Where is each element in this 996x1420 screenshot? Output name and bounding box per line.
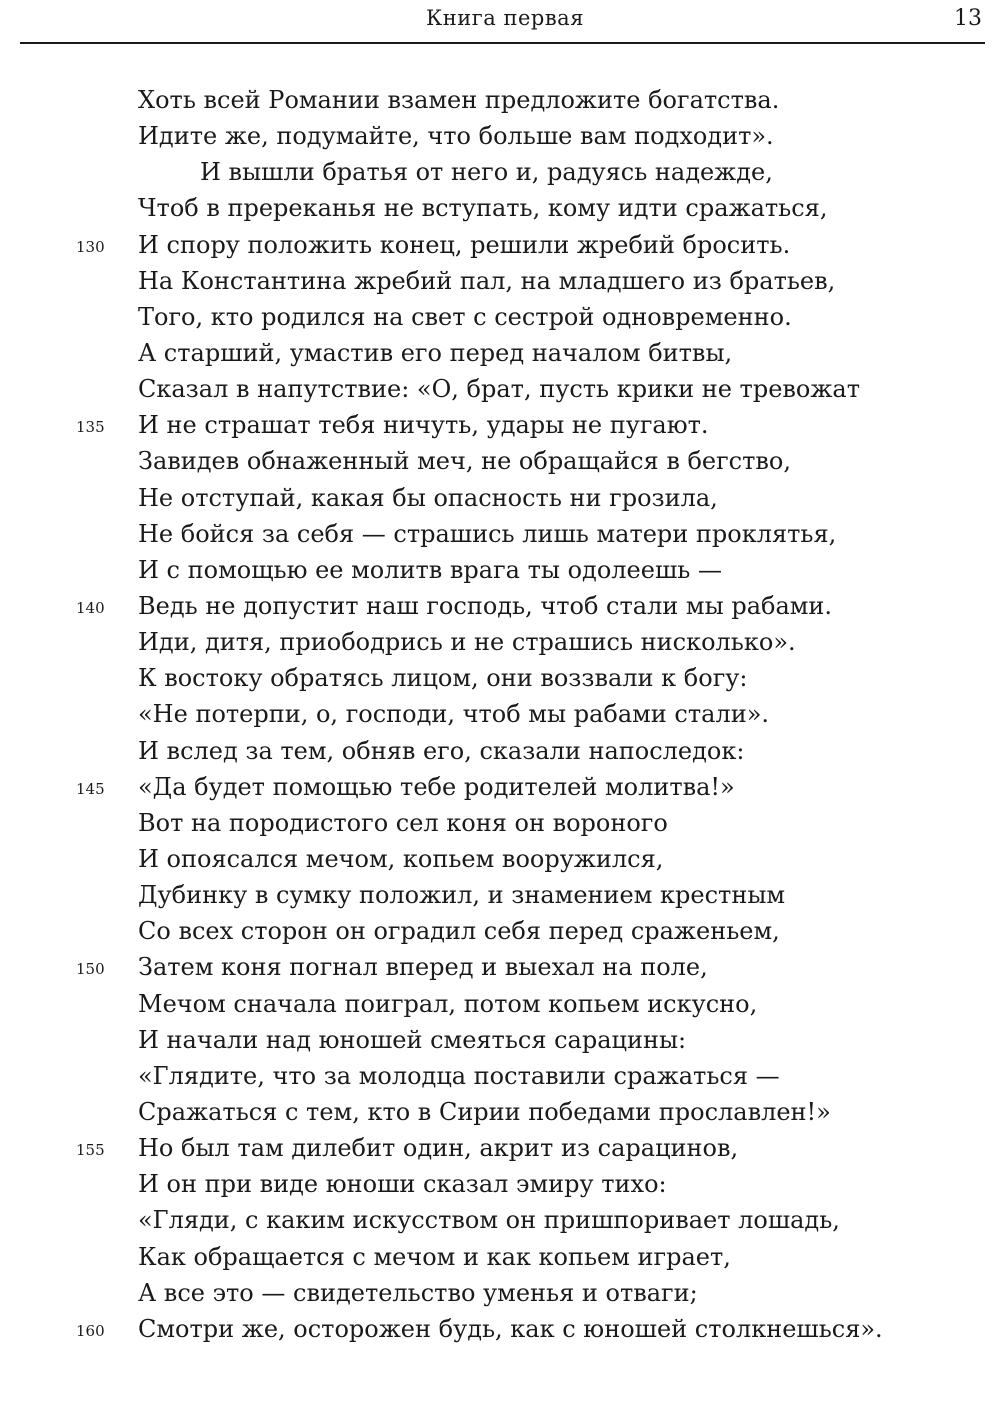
verse-text: На Константина жребий пал, на младшего из братьев, xyxy=(138,266,836,295)
verse-line xyxy=(0,986,996,1022)
verse-text: Как обращается с мечом и как копьем играет, xyxy=(138,1242,731,1271)
verse-text: И спору положить конец, решили жребий бросить. xyxy=(138,230,791,259)
verse-text: Ведь не допустит наш господь, чтоб стали мы рабами. xyxy=(138,591,833,620)
line-number: 155 xyxy=(76,1141,105,1160)
verse-text: Дубинку в сумку положил, и знамением крестным xyxy=(138,881,786,910)
verse-line xyxy=(0,1239,996,1275)
verse-text: Сказал в напутствие: «О, брат, пусть крики не тревожат xyxy=(138,375,861,404)
verse-text: А старший, умастив его перед началом битвы, xyxy=(138,338,733,367)
verse-text: «Гляди, с каким искусством он пришпоривает лошадь, xyxy=(138,1206,840,1235)
verse-text: Со всех сторон он оградил себя перед сраженьем, xyxy=(138,917,780,946)
line-number: 130 xyxy=(76,237,105,256)
verse-line xyxy=(0,407,996,443)
verse-line xyxy=(0,552,996,588)
verse-text: И опоясался мечом, копьем вооружился, xyxy=(138,844,664,873)
running-header xyxy=(20,0,990,42)
verse-text: К востоку обратясь лицом, они воззвали к богу: xyxy=(138,664,748,693)
verse-text: «Не потерпи, о, господи, чтоб мы рабами стали». xyxy=(138,700,770,729)
verse-text: Завидев обнаженный меч, не обращайся в бегство, xyxy=(138,447,791,476)
verse-text: И не страшат тебя ничуть, удары не пугают. xyxy=(138,411,709,440)
verse-line xyxy=(0,733,996,769)
verse-line xyxy=(0,1130,996,1166)
verse-line xyxy=(0,1202,996,1238)
verse-line xyxy=(0,696,996,732)
verse-text: Затем коня погнал вперед и выехал на поле, xyxy=(138,953,708,982)
poem-body xyxy=(0,82,996,1347)
verse-text: «Да будет помощью тебе родителей молитва!» xyxy=(138,772,735,801)
verse-text: И он при виде юноши сказал эмиру тихо: xyxy=(138,1170,667,1199)
verse-line xyxy=(0,335,996,371)
verse-text: И с помощью ее молитв врага ты одолеешь — xyxy=(138,555,722,584)
verse-line xyxy=(0,1022,996,1058)
verse-text: Сражаться с тем, кто в Сирии победами прославлен!» xyxy=(138,1097,831,1126)
verse-line xyxy=(0,949,996,985)
chapter-title: Книга первая xyxy=(426,6,584,30)
verse-line xyxy=(0,190,996,226)
verse-line xyxy=(0,1094,996,1130)
line-number: 145 xyxy=(76,779,105,798)
verse-line xyxy=(0,769,996,805)
page-number: 13 xyxy=(954,6,982,31)
verse-line xyxy=(0,913,996,949)
verse-line xyxy=(0,588,996,624)
verse-text: Но был там дилебит один, акрит из сарацинов, xyxy=(138,1134,739,1163)
verse-line xyxy=(0,1166,996,1202)
line-number: 140 xyxy=(76,598,105,617)
verse-line xyxy=(0,1058,996,1094)
verse-line xyxy=(0,624,996,660)
line-number: 150 xyxy=(76,960,105,979)
verse-text: А все это — свидетельство уменья и отваги; xyxy=(138,1278,698,1307)
line-number: 160 xyxy=(76,1321,105,1340)
line-number: 135 xyxy=(76,418,105,437)
verse-line xyxy=(0,660,996,696)
verse-line xyxy=(0,227,996,263)
verse-line xyxy=(0,371,996,407)
verse-text: Того, кто родился на свет с сестрой одновременно. xyxy=(138,302,792,331)
verse-line xyxy=(0,841,996,877)
verse-text: Не бойся за себя — страшись лишь матери проклятья, xyxy=(138,519,837,548)
verse-text: И начали над юношей смеяться сарацины: xyxy=(138,1025,687,1054)
verse-line xyxy=(0,82,996,118)
verse-line xyxy=(0,154,996,190)
verse-text: Хоть всей Романии взамен предложите богатства. xyxy=(138,86,780,114)
verse-text: «Глядите, что за молодца поставили сражаться — xyxy=(138,1061,780,1090)
verse-line xyxy=(0,877,996,913)
verse-line xyxy=(0,480,996,516)
verse-text: Идите же, подумайте, что больше вам подходит». xyxy=(138,122,774,151)
verse-text: Чтоб в пререканья не вступать, кому идти сражаться, xyxy=(138,194,828,223)
verse-text: И вышли братья от него и, радуясь надежде, xyxy=(200,158,773,187)
verse-text: Смотри же, осторожен будь, как с юношей столкнешься». xyxy=(138,1314,883,1343)
verse-text: Мечом сначала поиграл, потом копьем искусно, xyxy=(138,989,758,1018)
header-rule xyxy=(20,42,985,44)
verse-line xyxy=(0,118,996,154)
verse-text: И вслед за тем, обняв его, сказали напоследок: xyxy=(138,736,745,765)
verse-line xyxy=(0,516,996,552)
verse-line xyxy=(0,1275,996,1311)
verse-text: Не отступай, какая бы опасность ни грозила, xyxy=(138,483,718,512)
verse-line xyxy=(0,263,996,299)
verse-line xyxy=(0,443,996,479)
verse-line xyxy=(0,299,996,335)
verse-text: Вот на породистого сел коня он вороного xyxy=(138,808,668,837)
verse-line xyxy=(0,1311,996,1347)
verse-line xyxy=(0,805,996,841)
verse-text: Иди, дитя, приободрись и не страшись нисколько». xyxy=(138,628,796,657)
